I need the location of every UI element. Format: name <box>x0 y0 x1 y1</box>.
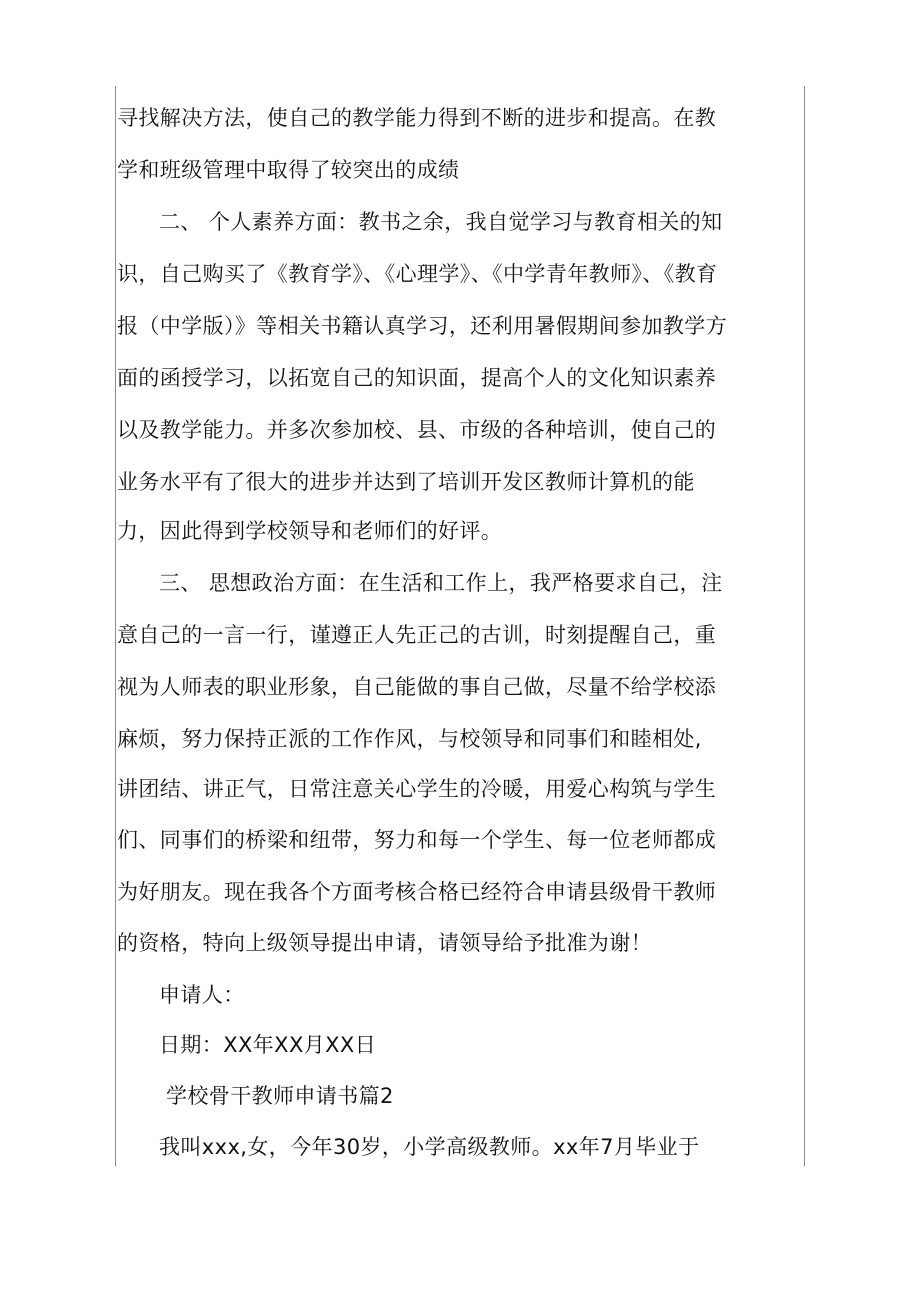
paragraph-line: 识，自己购买了《教育学》、《心理学》、《中学青年教师》、《教育 <box>117 262 718 286</box>
date-line: 日期：XX年XX月XX日 <box>159 1033 377 1057</box>
paragraph-line: 报（中学版）》等相关书籍认真学习，还利用暑假期间参加教学方 <box>117 314 728 338</box>
right-margin-rule <box>804 86 805 1166</box>
paragraph-line: 业务水平有了很大的进步并达到了培训开发区教师计算机的能 <box>117 470 695 494</box>
section-heading-line: 三、 思想政治方面：在生活和工作上，我严格要求自己，注 <box>159 571 723 595</box>
paragraph-line: 的资格，特向上级领导提出申请，请领导给予批准为谢！ <box>117 931 652 955</box>
paragraph-line: 视为人师表的职业形象，自己能做的事自己做，尽量不给学校添 <box>117 675 717 699</box>
paragraph-line: 以及教学能力。并多次参加校、县、市级的各种培训，使自己的 <box>117 418 717 442</box>
paragraph-line: 麻烦，努力保持正派的工作作风，与校领导和同事们和睦相处, <box>117 727 702 751</box>
left-margin-rule <box>115 86 116 1166</box>
paragraph-line: 我叫xxx,女，今年30岁，小学高级教师。xx年7月毕业于 <box>159 1135 700 1159</box>
paragraph-line: 们、同事们的桥梁和纽带，努力和每一个学生、每一位老师都成 <box>117 828 717 852</box>
paragraph-line: 寻找解决方法，使自己的教学能力得到不断的进步和提高。在教 <box>117 106 717 130</box>
section-heading-line: 二、 个人素养方面：教书之余，我自觉学习与教育相关的知 <box>159 210 723 234</box>
paragraph-line: 意自己的一言一行，谨遵正人先正己的古训，时刻提醒自己，重 <box>117 623 717 647</box>
paragraph-line: 面的函授学习，以拓宽自己的知识面，提高个人的文化知识素养 <box>117 366 717 390</box>
applicant-line: 申请人： <box>159 983 245 1007</box>
paragraph-line: 学和班级管理中取得了较突出的成绩 <box>117 158 460 182</box>
paragraph-line: 力，因此得到学校领导和老师们的好评。 <box>117 519 503 543</box>
article-subtitle: 学校骨干教师申请书篇2 <box>166 1084 394 1108</box>
paragraph-line: 讲团结、讲正气，日常注意关心学生的冷暖，用爱心构筑与学生 <box>117 777 717 801</box>
paragraph-line: 为好朋友。现在我各个方面考核合格已经符合申请县级骨干教师 <box>117 880 717 904</box>
